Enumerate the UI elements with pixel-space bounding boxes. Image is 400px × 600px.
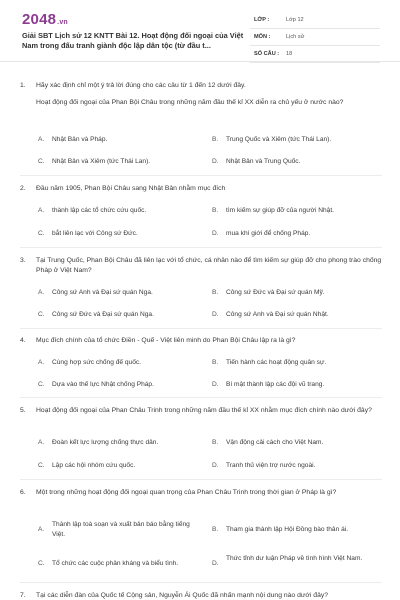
option-label: C.	[38, 462, 45, 469]
question-number: 5.	[20, 407, 26, 414]
option-text: Đoàn kết lực lượng chống thực dân.	[52, 439, 159, 446]
option-text: Cùng hợp sức chống đế quốc.	[52, 359, 142, 366]
option-text: Vận động cải cách cho Việt Nam.	[226, 439, 324, 446]
option-text: Nhật Bản và Trung Quốc.	[226, 158, 301, 165]
divider	[20, 247, 382, 248]
option-text: Thành lập toà soạn và xuất bản báo bằng tiếng Việt.	[52, 521, 190, 538]
divider	[20, 328, 382, 329]
option-label: D.	[212, 462, 219, 469]
option-label: C.	[38, 311, 45, 318]
page-title: Giải SBT Lịch sử 12 KNTT Bài 12. Hoạt động đối ngoại của Việt Nam trong đấu tranh giành độc lập dân tộc (từ đầu t...	[22, 31, 244, 50]
meta-info	[250, 12, 380, 63]
question-number: 1.	[20, 82, 26, 89]
option-text: Thức tỉnh dư luận Pháp về tình hình Việt Nam.	[226, 555, 363, 562]
meta-value: 18	[286, 51, 293, 57]
question-text: Tại Trung Quốc, Phan Bội Châu đã liên lạc với tổ chức, cá nhân nào để tìm kiếm sự giúp đỡ cho phong trào chống Pháp ở Việt Nam?	[36, 257, 382, 274]
question-number: 4.	[20, 337, 26, 344]
option-label: B.	[212, 439, 219, 446]
option-text: Tham gia thành lập Hội Đồng bào thân ái.	[226, 526, 349, 533]
option-label: D.	[212, 381, 219, 388]
meta-key: LỚP :	[254, 17, 270, 23]
option-label: A.	[38, 289, 45, 296]
question-intro: Hoạt động đối ngoại của Phan Bội Châu trong những năm đầu thế kỉ XX diễn ra chủ yếu ở nước nào?	[36, 99, 344, 106]
meta-row-class	[250, 12, 380, 29]
option-text: Tranh thủ viện trợ nước ngoài.	[226, 462, 316, 469]
option-text: Bí mật thành lập các đội vũ trang.	[226, 381, 325, 388]
option-label: D.	[212, 158, 219, 165]
option-label: D.	[212, 311, 219, 318]
option-label: D.	[212, 560, 219, 567]
option-text: tìm kiếm sự giúp đỡ của người Nhật.	[226, 207, 334, 214]
question-7	[20, 591, 382, 600]
meta-value: Lịch sử	[286, 34, 305, 40]
meta-key: MÔN :	[254, 34, 271, 40]
option-text: Nhật Bản và Pháp.	[52, 136, 108, 143]
option-text: Tiến hành các hoạt động quân sự.	[226, 359, 327, 366]
question-text: Đầu năm 1905, Phan Bội Châu sang Nhật Bản nhằm mục đích	[36, 185, 226, 192]
option-text: Dựa vào thế lực Nhật chống Pháp.	[52, 381, 154, 388]
logo-text: 2048	[22, 11, 57, 28]
option-label: A.	[38, 207, 45, 214]
option-text: Lập các hội nhóm cứu quốc.	[52, 462, 136, 469]
option-label: C.	[38, 158, 45, 165]
divider	[20, 397, 382, 398]
question-number: 2.	[20, 185, 26, 192]
question-text: Hãy xác định chỉ một ý trả lời đúng cho các câu từ 1 đến 12 dưới đây.	[36, 82, 246, 89]
option-text: Công sứ Anh và Đại sứ quán Nhật.	[226, 311, 329, 318]
question-text: Tại các diễn đàn của Quốc tế Cộng sản, Nguyễn Ái Quốc đã nhấn mạnh nội dung nào dưới đây?	[36, 592, 329, 599]
option-label: A.	[38, 439, 45, 446]
option-label: C.	[38, 230, 45, 237]
option-text: Công sứ Anh và Đại sứ quán Nga.	[52, 289, 153, 296]
page-header	[0, 0, 400, 62]
option-text: Trung Quốc và Xiêm (tức Thái Lan).	[226, 136, 332, 143]
question-text: Mục đích chính của tổ chức Điền - Quế - Việt liên minh do Phan Bội Châu lập ra là gì?	[36, 337, 296, 344]
option-label: A.	[38, 359, 45, 366]
option-text: Tổ chức các cuộc phản kháng và biểu tình.	[52, 560, 179, 567]
option-label: C.	[38, 560, 45, 567]
option-label: B.	[212, 136, 219, 143]
option-label: A.	[38, 526, 45, 533]
option-label: A.	[38, 136, 45, 143]
option-text: Nhật Bản và Xiêm (tức Thái Lan).	[52, 158, 151, 165]
question-number: 6.	[20, 489, 26, 496]
logo-suffix: .vn	[57, 19, 68, 26]
option-text: Công sứ Đức và Đại sứ quán Mỹ.	[226, 289, 325, 296]
option-text: mua khí giới để chống Pháp.	[226, 230, 311, 237]
option-label: B.	[212, 289, 219, 296]
option-label: B.	[212, 359, 219, 366]
question-number: 7.	[20, 592, 26, 599]
meta-row-count	[250, 46, 380, 63]
meta-row-subject	[250, 29, 380, 46]
option-text: bắt liên lạc với Công sứ Đức.	[52, 230, 138, 237]
question-number: 3.	[20, 257, 26, 264]
meta-key: SỐ CÂU :	[254, 51, 280, 57]
question-text: Một trong những hoạt động đối ngoại quan trọng của Phan Châu Trinh trong thời gian ở Pháp là gì?	[36, 489, 337, 496]
option-label: D.	[212, 230, 219, 237]
divider	[20, 582, 382, 583]
option-label: B.	[212, 526, 219, 533]
option-label: B.	[212, 207, 219, 214]
site-logo[interactable]	[22, 12, 68, 28]
divider	[20, 175, 382, 176]
divider	[20, 479, 382, 480]
option-text: Công sứ Đức và Đại sứ quán Nga.	[52, 311, 154, 318]
meta-value: Lớp 12	[286, 17, 304, 23]
option-label: C.	[38, 381, 45, 388]
question-text: Hoạt động đối ngoại của Phan Châu Trinh trong những năm đầu thế kỉ XX nhằm mục đích chính nào dưới đây?	[36, 407, 372, 414]
option-text: thành lập các tổ chức cứu quốc.	[52, 207, 147, 214]
